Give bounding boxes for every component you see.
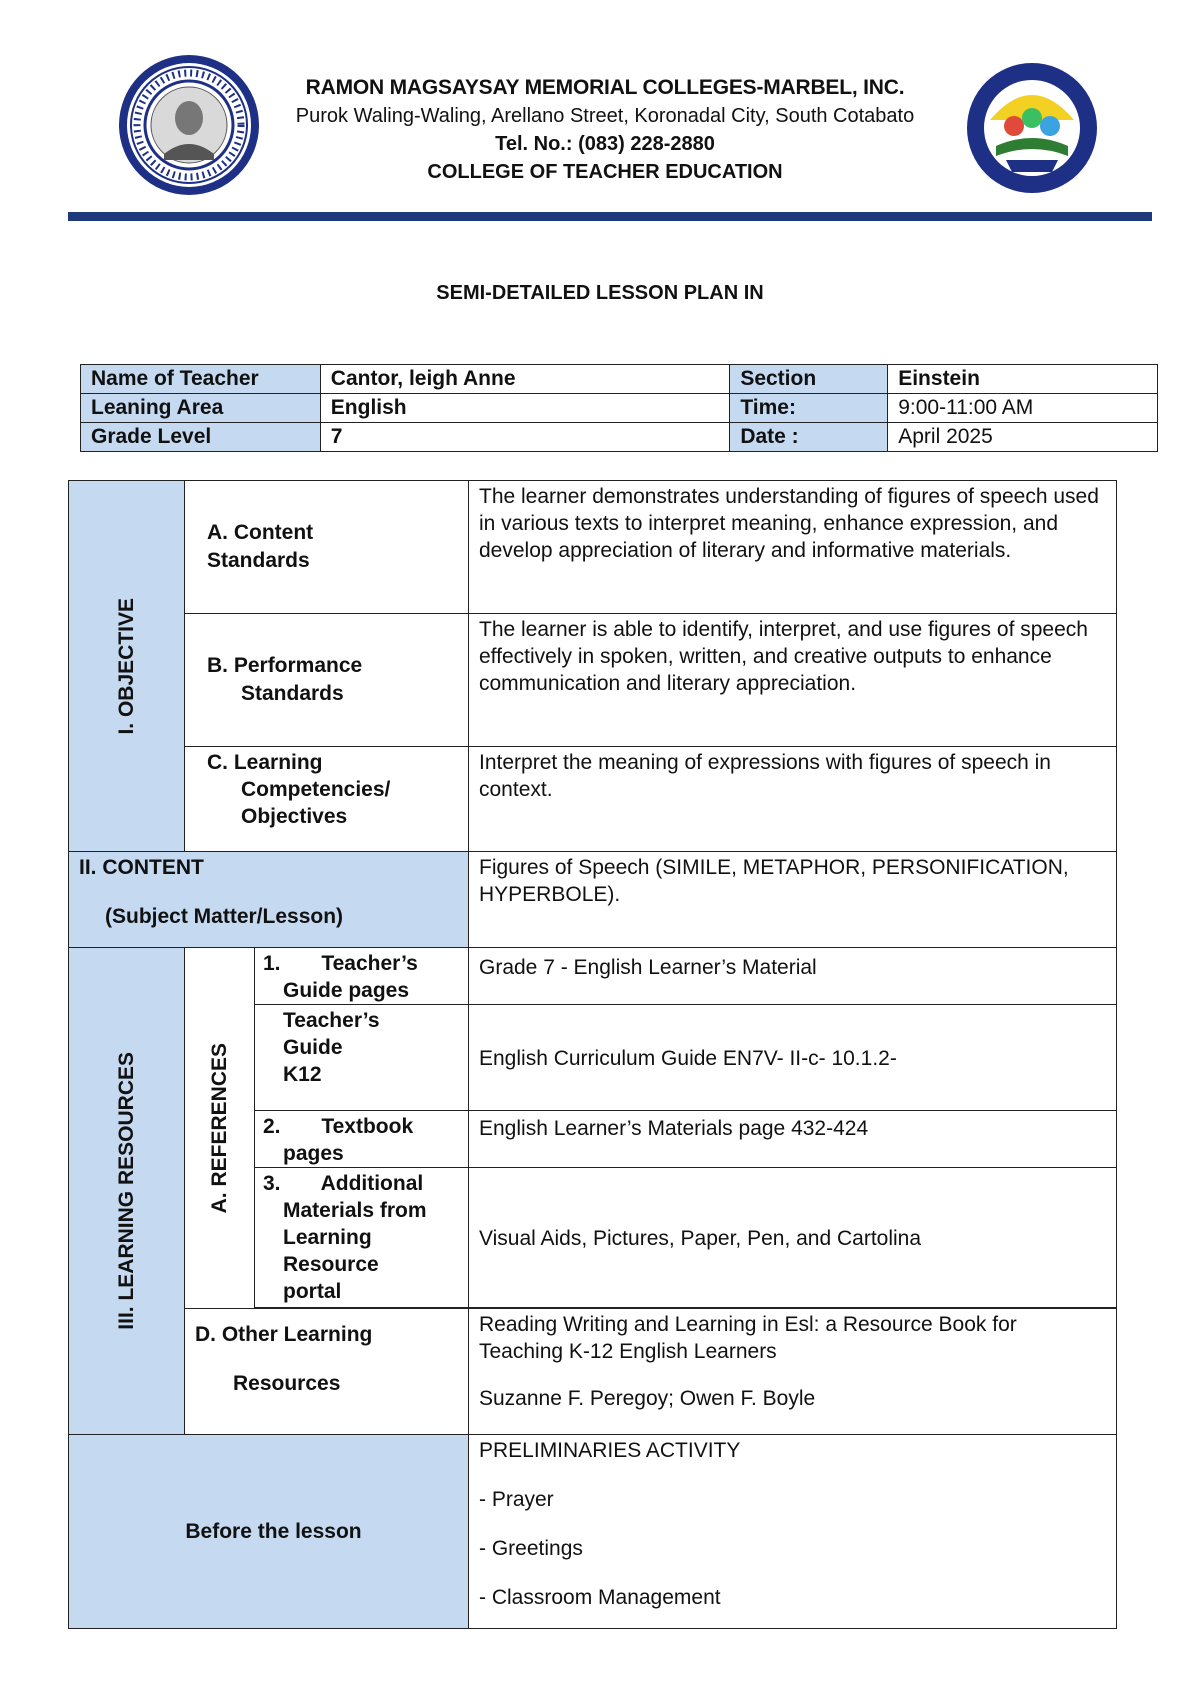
teachers-guide-k12-label: Teacher’s	[283, 1009, 380, 1032]
other-resources-label-cell	[185, 1309, 469, 1435]
content-label-cell	[69, 852, 469, 948]
before-lesson-label: Before the lesson	[185, 1519, 362, 1543]
competencies-label-cell	[185, 747, 469, 852]
teachers-guide-pages-text-cell	[469, 948, 1117, 1005]
content-sublabel: (Subject Matter/Lesson)	[105, 905, 344, 928]
school-telephone: Tel. No.: (083) 228-2880	[495, 133, 715, 155]
info-row	[81, 365, 1158, 394]
college-seal-logo	[966, 60, 1098, 196]
section-label: Section	[730, 365, 888, 394]
section-value: Einstein	[888, 365, 1158, 394]
teachers-guide-pages-label-2: Guide pages	[283, 979, 410, 1002]
preliminaries-heading: PRELIMINARIES ACTIVITY	[479, 1439, 741, 1462]
textbook-pages-text: English Learner’s Materials page 432-424	[479, 1117, 869, 1140]
before-lesson-text-cell	[469, 1435, 1117, 1629]
resources-section-label: III. LEARNING RESOURCES	[114, 1052, 138, 1330]
other-resources-label: D. Other Learning	[195, 1323, 373, 1346]
area-value: English	[320, 394, 730, 423]
references-label: A. REFERENCES	[207, 1042, 231, 1214]
competencies-label-3: Objectives	[241, 805, 348, 828]
grade-label: Grade Level	[81, 423, 321, 452]
date-label: Date :	[730, 423, 888, 452]
content-text-cell	[469, 852, 1117, 948]
before-lesson-label-cell	[69, 1435, 469, 1629]
performance-standards-label-2: Standards	[241, 682, 344, 705]
textbook-pages-label: 2. Textbook	[263, 1115, 414, 1138]
content-standards-text-cell	[469, 481, 1117, 614]
school-name: RAMON MAGSAYSAY MEMORIAL COLLEGES-MARBEL, INC.	[305, 76, 905, 99]
teachers-guide-pages-text: Grade 7 - English Learner’s Material	[479, 956, 817, 979]
area-label: Leaning Area	[81, 394, 321, 423]
additional-materials-label-4: Resource	[283, 1253, 379, 1276]
grade-value: 7	[320, 423, 730, 452]
content-label: II. CONTENT	[79, 856, 204, 879]
teachers-guide-k12-label-cell	[255, 1005, 469, 1111]
college-name: COLLEGE OF TEACHER EDUCATION	[427, 161, 783, 183]
content-text: Figures of Speech (SIMILE, METAPHOR, PERSONIFICATION, HYPERBOLE).	[479, 856, 1069, 906]
performance-standards-text-cell	[469, 614, 1117, 747]
list-item: - Classroom Management	[479, 1586, 721, 1609]
plan-title: SEMI-DETAILED LESSON PLAN IN	[436, 282, 764, 304]
header-block	[270, 74, 940, 186]
list-item: - Greetings	[479, 1537, 583, 1560]
teachers-guide-k12-label-3: K12	[283, 1063, 322, 1086]
teacher-value: Cantor, leigh Anne	[320, 365, 730, 394]
competencies-label: C. Learning	[207, 751, 323, 774]
time-label: Time:	[730, 394, 888, 423]
info-row	[81, 423, 1158, 452]
info-table	[80, 364, 1158, 452]
objective-row-c	[69, 747, 1117, 852]
other-resources-label-2: Resources	[233, 1372, 341, 1395]
info-row	[81, 394, 1158, 423]
other-resources-text-cell	[469, 1309, 1117, 1435]
content-standards-label-2: Standards	[207, 549, 310, 572]
references-cell	[185, 948, 255, 1309]
teachers-guide-pages-label: 1. Teacher’s	[263, 952, 418, 975]
teachers-guide-pages-label-cell	[255, 948, 469, 1005]
teachers-guide-k12-label-2: Guide	[283, 1036, 343, 1059]
textbook-pages-label-cell	[255, 1111, 469, 1168]
content-standards-label: A. Content	[207, 521, 314, 544]
objective-row-b	[69, 614, 1117, 747]
school-seal-logo	[118, 54, 260, 196]
objective-section-cell	[69, 481, 185, 852]
additional-materials-label-3: Learning	[283, 1226, 372, 1249]
time-value: 9:00-11:00 AM	[888, 394, 1158, 423]
other-resources-text: Reading Writing and Learning in Esl: a Resource Book for Teaching K-12 English Learners	[479, 1313, 1017, 1363]
school-address: Purok Waling-Waling, Arellano Street, Koronadal City, South Cotabato	[295, 105, 915, 127]
textbook-pages-label-2: pages	[283, 1142, 344, 1165]
curriculum-guide-text-cell	[469, 1005, 1117, 1111]
curriculum-guide-text: English Curriculum Guide EN7V- II-c- 10.1.2-	[479, 1047, 897, 1070]
other-resources-authors: Suzanne F. Peregoy; Owen F. Boyle	[479, 1387, 816, 1410]
additional-materials-label: 3. Additional	[263, 1172, 424, 1195]
resources-row-5	[69, 1309, 1117, 1435]
textbook-pages-text-cell	[469, 1111, 1117, 1168]
additional-materials-label-5: portal	[283, 1280, 342, 1303]
performance-standards-label: B. Performance	[207, 654, 363, 677]
content-standards-label-cell	[185, 481, 469, 614]
objective-section-label: I. OBJECTIVE	[114, 597, 138, 735]
content-standards-text: The learner demonstrates understanding of figures of speech used in various texts to interpret meaning, enhance expression, and develop appreciation of literary and informative materials.	[479, 485, 1099, 562]
resources-row-1	[69, 948, 1117, 1005]
objective-row-a	[69, 481, 1117, 614]
additional-materials-text: Visual Aids, Pictures, Paper, Pen, and Cartolina	[479, 1227, 922, 1250]
additional-materials-label-cell	[255, 1168, 469, 1308]
additional-materials-text-cell	[469, 1168, 1117, 1308]
lesson-plan-table	[68, 480, 1117, 1629]
content-row	[69, 852, 1117, 948]
header-rule	[68, 212, 1152, 221]
additional-materials-label-2: Materials from	[283, 1199, 427, 1222]
competencies-text-cell	[469, 747, 1117, 852]
performance-standards-text: The learner is able to identify, interpret, and use figures of speech effectively in spoken, written, and creative outputs to enhance communication and literary appreciation.	[479, 618, 1088, 695]
list-item: - Prayer	[479, 1488, 554, 1511]
before-lesson-row	[69, 1435, 1117, 1629]
resources-section-cell	[69, 948, 185, 1435]
performance-standards-label-cell	[185, 614, 469, 747]
teacher-label: Name of Teacher	[81, 365, 321, 394]
competencies-text: Interpret the meaning of expressions with figures of speech in context.	[479, 751, 1051, 801]
competencies-label-2: Competencies/	[241, 778, 391, 801]
date-value: April 2025	[888, 423, 1158, 452]
